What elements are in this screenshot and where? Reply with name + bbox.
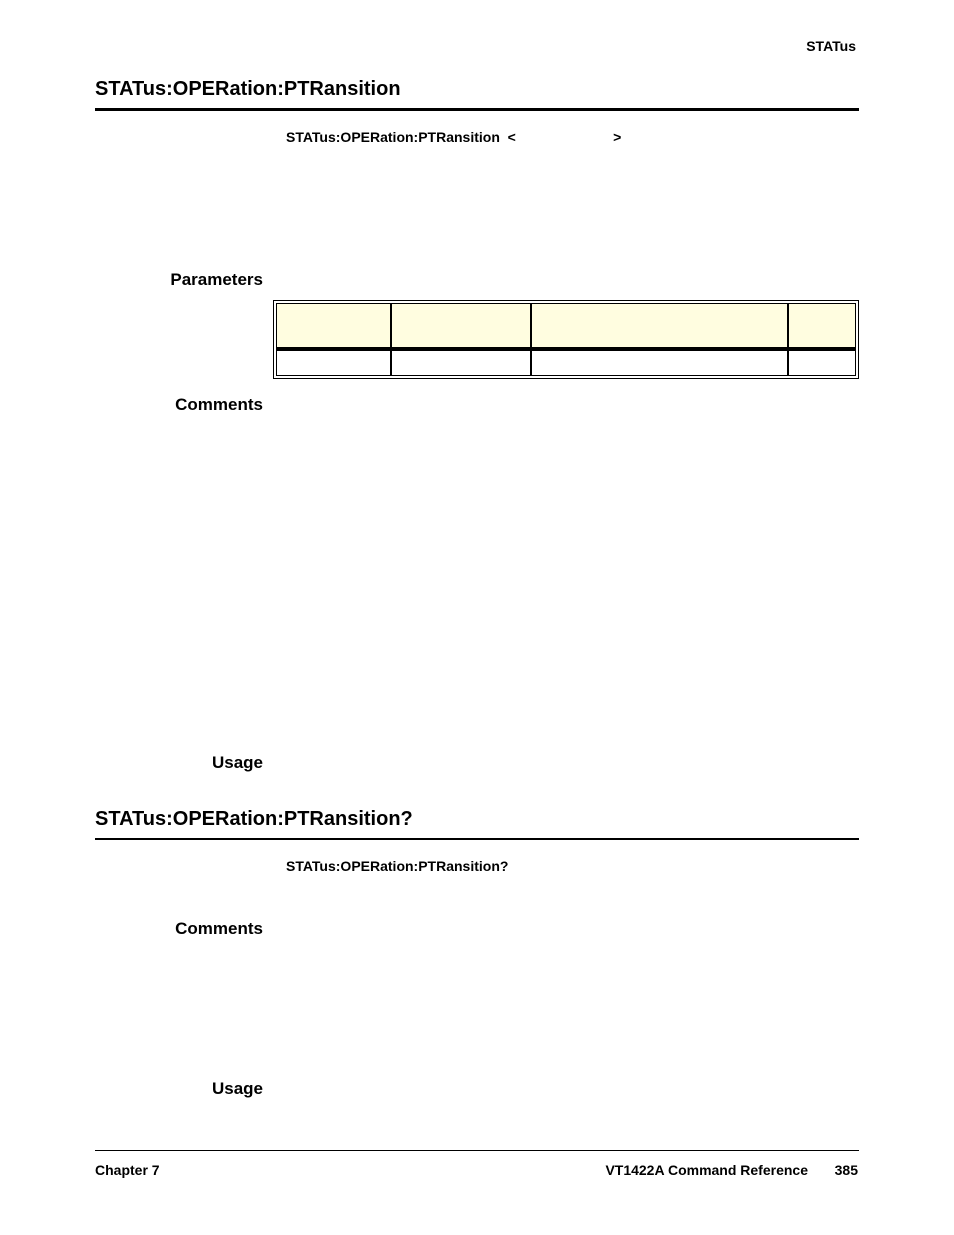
table-header-cell (531, 303, 788, 350)
table-cell (788, 350, 856, 376)
table-row (276, 350, 856, 376)
table-header-cell (391, 303, 531, 350)
comments-label: Comments (175, 395, 263, 414)
footer-reference: VT1422A Command Reference (605, 1162, 808, 1178)
table-header-cell (788, 303, 856, 350)
table-header-row (276, 303, 856, 350)
table-cell (391, 350, 531, 376)
syntax-line: STATus:OPERation:PTRansition? (286, 858, 509, 874)
table-cell (531, 350, 788, 376)
table-cell (276, 350, 391, 376)
title-rule (95, 108, 859, 111)
section-title: STATus:OPERation:PTRansition (95, 78, 401, 100)
comments-label: Comments (175, 919, 263, 938)
running-head: STATus (806, 38, 856, 54)
footer-chapter: Chapter 7 (95, 1162, 160, 1178)
title-rule (95, 838, 859, 840)
section-title: STATus:OPERation:PTRansition? (95, 808, 413, 830)
syntax-line: STATus:OPERation:PTRansition < > (286, 129, 622, 145)
page-number: 385 (834, 1162, 858, 1178)
usage-label: Usage (211, 753, 263, 772)
table-header-cell (276, 303, 391, 350)
parameters-label: Parameters (170, 270, 263, 289)
parameters-table (273, 300, 859, 379)
usage-label: Usage (211, 1079, 263, 1098)
footer-rule (95, 1150, 859, 1151)
